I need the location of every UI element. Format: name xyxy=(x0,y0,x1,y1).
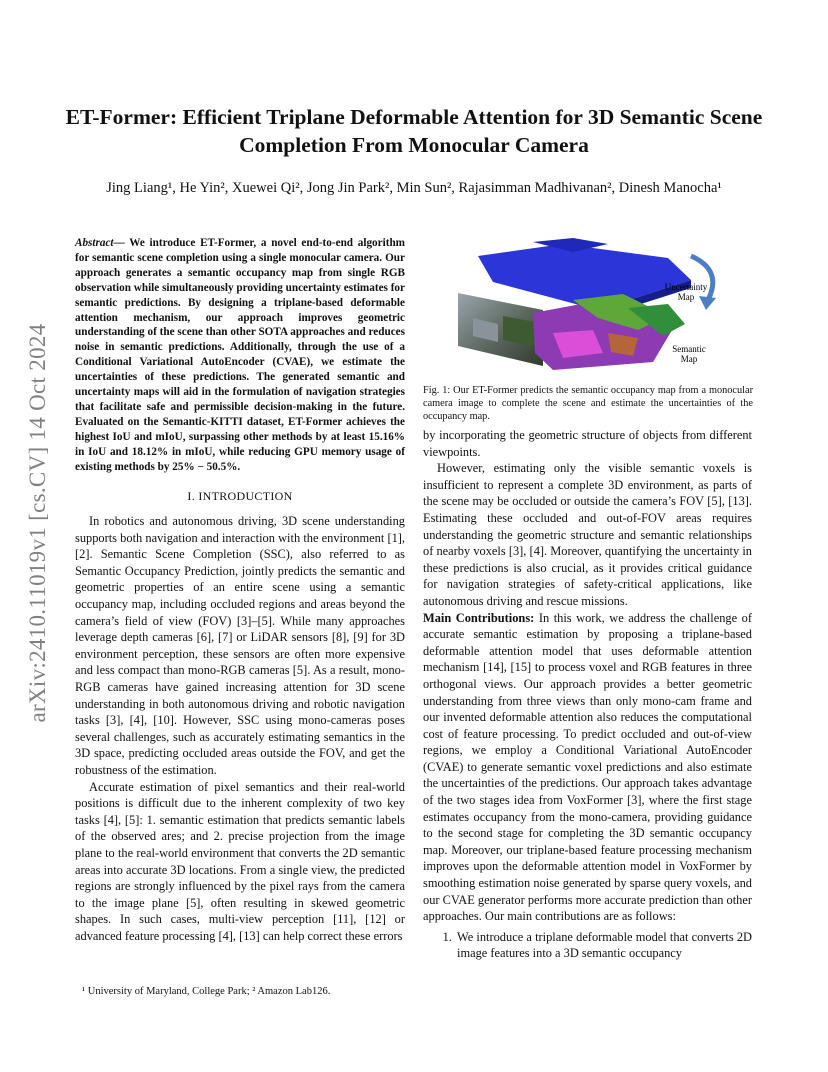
main-contributions-text: In this work, we address the challenge of accurate semantic estimation by proposing a triplane-based deformable attention model that uses deformable attention mechanism [14], [15] to process voxel and RGB features in three orthogonal views. Our approach provides a better geometric understanding from three views than only mono-cam frame and our invented deformable attention also reduces the computational cost of feature processing. To predict occluded and out-of-view regions, we employ a Conditional Variational AutoEncoder (CVAE) to generate semantic voxel predictions and also estimate the uncertainties of the predictions. Our approach takes advantage of the two stages idea from VoxFormer [3], where the first stage estimates occupancy from the mono-camera, providing guidance to the second stage for completing the 3D semantic occupancy map. Moreover, our triplane-based feature processing mechanism improves upon the deformable attention model in VoxFormer by smoothing estimation noise generated by sparse query voxels, and our CVAE generator performs more accurate prediction than other approaches. Our main contributions are as follows: xyxy=(423,610,752,924)
paper-title: ET-Former: Efficient Triplane Deformable Attention for 3D Semantic Scene Completion From Monocular Camera xyxy=(65,105,763,157)
abstract-text: — We introduce ET-Former, a novel end-to-end algorithm for semantic scene completion using a single monocular camera. Our approach generates a semantic occupancy map from single RGB observation while simultaneously providing uncertainty estimates for semantic predictions. By designing a triplane-based deformable attention mechanism, our approach improves geometric understanding of the scene than other SOTA approaches and reduces noise in semantic predictions. Additionally, through the use of a Conditional Variational AutoEncoder (CVAE), we estimate the uncertainties of these predictions. The generated semantic and uncertainty maps will aid in the formulation of navigation strategies that facilitate safe and permissible decision-making in the future. Evaluated on the Semantic-KITTI dataset, ET-Former achieves the highest IoU and mIoU, surpassing other methods by at least 15.16% in IoU and 18.12% in mIoU, while reducing GPU memory usage of existing methods by 25% − 50.5%. xyxy=(75,237,405,473)
abstract-label: Abstract xyxy=(75,237,114,249)
scene-completion-illustration xyxy=(423,238,753,378)
main-contributions-label: Main Contributions: xyxy=(423,610,535,625)
left-column xyxy=(75,236,405,945)
arxiv-sidebar xyxy=(23,285,53,760)
uncertainty-map-label-line1: Uncertainty xyxy=(664,282,708,292)
semantic-map-label-line1: Semantic xyxy=(672,344,706,354)
intro-paragraph: Accurate estimation of pixel semantics and their real-world positions is difficult due to the inherent complexity of two key tasks [4], [5]: 1. semantic estimation that predicts semantic labels of the observed ares; and 2. precise projection from the image plane to the real-world environment that converts the 2D semantic areas into accurate 3D locations. From a single view, the predicted regions are strongly influenced by the pixel rays from the camera to the image plane [5], often resulting in skewed geometric shapes. In such cases, multi-view perception [11], [12] or advanced feature processing [4], [13] can help correct these errors xyxy=(75,779,405,943)
section-heading-introduction: I. INTRODUCTION xyxy=(187,488,293,503)
body-paragraph: However, estimating only the visible semantic voxels is insufficient to represent a complete 3D environment, as parts of the scene may be occluded or outside the camera’s FOV [5], [13]. Estimating these occluded and out-of-FOV areas requires understanding the geometric structure and semantic relationships of nearby voxels [3], [4]. Moreover, quantifying the uncertainty in these predictions is also crucial, as it provides critical guidance for navigation strategies of safety-critical applications, like autonomous driving and rescue missions. xyxy=(423,461,752,608)
arxiv-identifier: arXiv:2410.11019v1 [cs.CV] 14 Oct 2024 xyxy=(25,323,50,722)
abstract xyxy=(75,236,405,475)
figure-caption: Fig. 1: Our ET-Former predicts the semantic occupancy map from a monocular camera image to complete the scene and estimate the uncertainties of the occupancy map. xyxy=(423,385,753,422)
author-list: Jing Liang¹, He Yin², Xuewei Qi², Jong Jin Park², Min Sun², Rajasimman Madhivanan², Dinesh Manocha¹ xyxy=(106,180,722,196)
figure-1 xyxy=(423,238,753,423)
uncertainty-map-label-line2: Map xyxy=(677,292,695,302)
intro-paragraph: In robotics and autonomous driving, 3D scene understanding supports both navigation and interaction with the environment [1], [2]. Semantic Scene Completion (SSC), also referred to as Semantic Occupancy Prediction, jointly predicts the semantic and geometric properties of an entire scene using a semantic occupancy map, including occluded regions and areas beyond the camera’s field of view (FOV) [3]–[5]. While many approaches leverage depth cameras [6], [7] or LiDAR sensors [8], [9] for 3D environment perception, these sensors are often more expensive and less compact than mono-RGB cameras [5]. As a result, mono-RGB cameras have gained increasing attention for 3D scene understanding in both autonomous driving and robotic navigation tasks [3], [4], [10]. However, SSC using mono-cameras poses several challenges, such as accurately estimating semantics in the 3D space, predicting occluded areas outside the FOV, and get the robustness of the estimation. xyxy=(75,514,405,777)
semantic-map-voxels xyxy=(533,294,685,370)
contribution-item: 1. We introduce a triplane deformable model that converts 2D image features into a 3D semantic occupancy xyxy=(455,929,752,962)
continued-paragraph: by incorporating the geometric structure of objects from different viewpoints. xyxy=(423,428,752,459)
camera-image-plane xyxy=(458,293,543,366)
main-contributions-paragraph xyxy=(423,610,752,925)
semantic-map-label-line2: Map xyxy=(680,354,698,364)
contribution-list xyxy=(423,929,752,962)
right-column xyxy=(423,427,752,962)
affiliation-footnote: ¹ University of Maryland, College Park; ² Amazon Lab126. xyxy=(82,986,331,997)
